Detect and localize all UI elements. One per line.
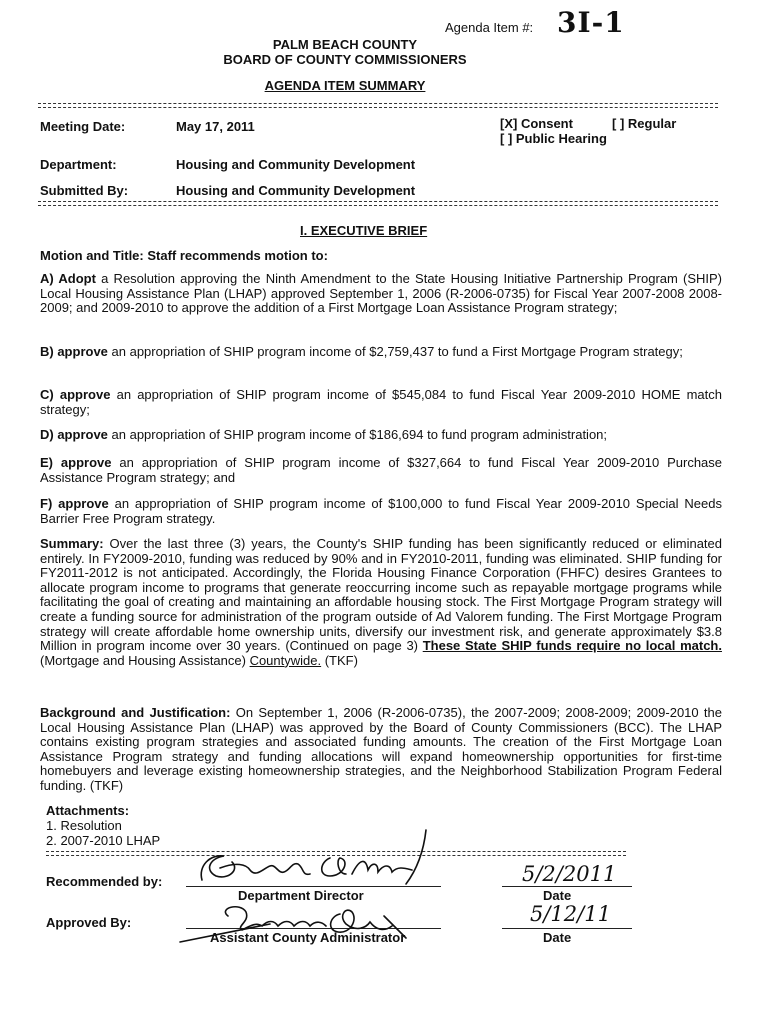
submitted-by-value: Housing and Community Development	[176, 183, 416, 198]
motion-d: D) approve an appropriation of SHIP program income of $186,694 to fund program administration;	[40, 427, 608, 442]
agenda-item-label: Agenda Item #:	[445, 20, 534, 35]
public-hearing-checkbox: [ ] Public Hearing	[500, 131, 607, 146]
attachment-item: 2. 2007-2010 LHAP	[46, 833, 161, 848]
director-caption: Department Director	[238, 888, 364, 903]
handwritten-date-2: 5/12/11	[530, 902, 611, 926]
handwritten-date-1: 5/2/2011	[522, 862, 617, 886]
date-caption-1: Date	[543, 888, 572, 903]
approved-by-label: Approved By:	[46, 915, 132, 930]
department-value: Housing and Community Development	[176, 157, 416, 172]
summary-paragraph: Summary: Over the last three (3) years, the County's SHIP funding has been significantly reduced or eliminated entirely. In FY2009-2010, funding was reduced by 90% and in FY2010-2011, funding was eliminated. SHIP funding for FY2011-2012 is not anticipated. Accordingly, the Florida Housing Finance Corporation (FHFC) desires Grantees to allocate program income to programs that generate reoccurring income such as repayable mortgage programs while facilitating the goal of creating and maintaining an affordable housing stock. The First Mortgage Program strategy will create a funding source for administration of the program outside of Ad Valorem funding. The First Mortgage Program strategy will create affordable home ownership units, diversify our investment risk, and generate approximately $3.8 Million in program income over 30 years. (Continued on page 3) These State SHIP funds require no local match. (Mortgage and Housing Assistance) Countywide. (TKF)	[40, 536, 722, 668]
recommended-by-label: Recommended by:	[46, 874, 163, 889]
attachment-item: 1. Resolution	[46, 818, 122, 833]
motion-b: B) approve an appropriation of SHIP program income of $2,759,437 to fund a First Mortgage Program strategy;	[40, 344, 683, 359]
motion-e: E) approve an appropriation of SHIP program income of $327,664 to fund Fiscal Year 2009-2010 Purchase Assistance Program strategy; and	[40, 455, 723, 485]
agenda-item-number: 3I-1	[557, 6, 625, 39]
director-signature	[180, 818, 450, 898]
board-name: BOARD OF COUNTY COMMISSIONERS	[223, 52, 467, 67]
document-title: AGENDA ITEM SUMMARY	[264, 78, 426, 93]
background-paragraph: Background and Justification: On September 1, 2006 (R-2006-0735), the 2007-2009; 2008-2009; 2009-2010 the Local Housing Assistance Plan (LHAP) was approved by the Board of County Commissioners (BCC). The LHAP contains existing program strategies and associated funding amounts. The creation of the First Mortgage Loan Assistance Program strategy and funding allocations will expand homeownership opportunities for first-time homebuyers and leverage existing homeownership strategies, and the Neighborhood Stabilization Program Federal funding. (TKF)	[40, 705, 722, 793]
date-line-2	[502, 928, 632, 929]
consent-checkbox: [X] Consent	[500, 116, 573, 131]
submitted-by-label: Submitted By:	[40, 183, 129, 198]
attachments-label: Attachments:	[46, 803, 130, 818]
date-line-1	[502, 886, 632, 887]
motion-c: C) approve an appropriation of SHIP program income of $545,084 to fund Fiscal Year 2009-2010 HOME match strategy;	[40, 387, 722, 417]
motion-a: A) Adopt a Resolution approving the Ninth Amendment to the State Housing Initiative Partnership Program (SHIP) Local Housing Assistance Plan (LHAP) approved September 1, 2006 (R-2006-0735) for Fiscal Year 2007-2008 2008-2009; and 2009-2010 to approve the addition of a First Mortgage Loan Assistance Program strategy;	[40, 271, 723, 316]
department-label: Department:	[40, 157, 117, 172]
date-caption-2: Date	[543, 930, 572, 945]
divider-top	[38, 103, 718, 108]
meeting-date: May 17, 2011	[176, 119, 255, 134]
county-name: PALM BEACH COUNTY	[272, 37, 418, 52]
meeting-date-label: Meeting Date:	[40, 119, 126, 134]
divider-meta	[38, 201, 718, 206]
motion-f: F) approve an appropriation of SHIP program income of $100,000 to fund Fiscal Year 2009-2010 Special Needs Barrier Free Program strategy.	[40, 496, 722, 526]
administrator-caption: Assistant County Administrator	[210, 930, 406, 945]
section-heading: I. EXECUTIVE BRIEF	[300, 223, 428, 238]
administrator-signature	[170, 892, 430, 952]
motion-title: Motion and Title: Staff recommends motion to:	[40, 248, 328, 263]
regular-checkbox: [ ] Regular	[612, 116, 677, 131]
